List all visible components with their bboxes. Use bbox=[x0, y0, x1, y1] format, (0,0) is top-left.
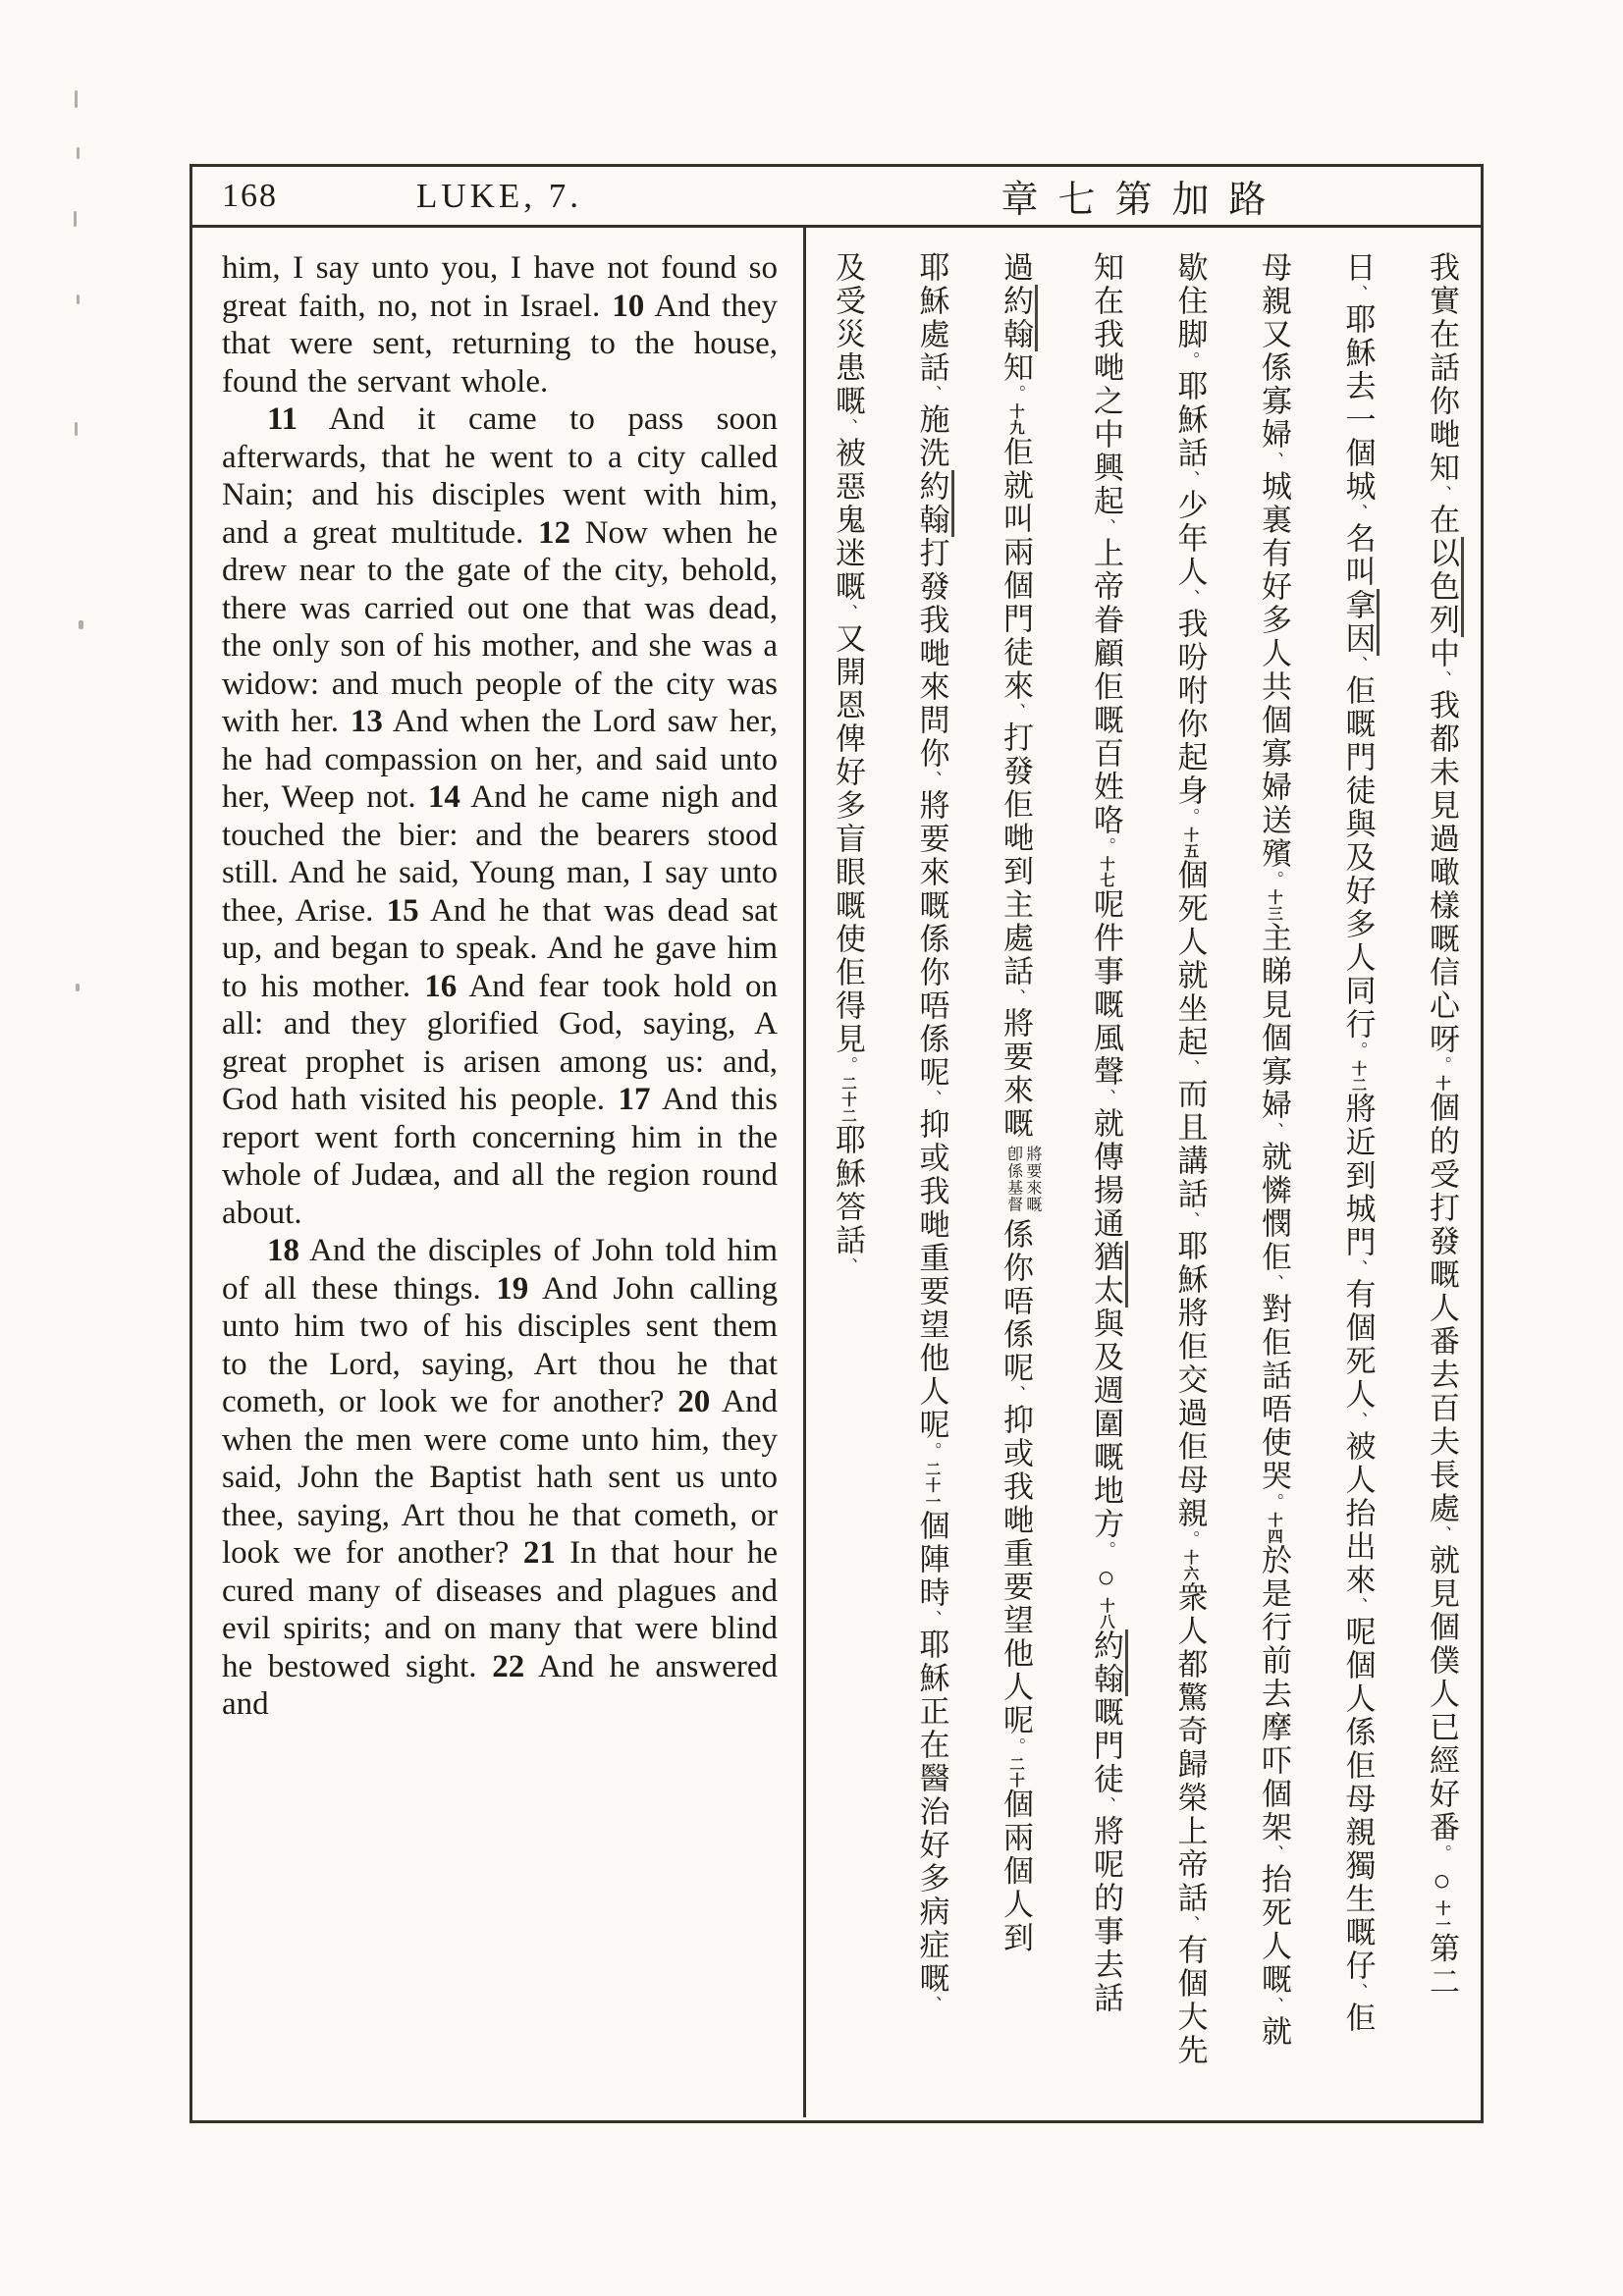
punctuation-mark: 、 bbox=[839, 418, 857, 438]
verse-number-marker: 十 bbox=[1433, 1075, 1450, 1092]
verse-number: 20 bbox=[677, 1384, 711, 1419]
scripture-text: 第二 bbox=[1424, 1932, 1459, 2000]
verse-number-marker: 十五 bbox=[1181, 827, 1199, 860]
proper-noun: 以色列 bbox=[1425, 537, 1464, 637]
scripture-text: 佢就叫兩個門徒來、打發佢哋到主處話、將要來嘅 bbox=[999, 436, 1033, 1142]
proper-noun: 約翰 bbox=[1089, 1629, 1128, 1696]
chinese-column bbox=[1337, 251, 1377, 2098]
punctuation-mark: 、 bbox=[922, 1609, 942, 1629]
punctuation-mark: 。 bbox=[1006, 385, 1025, 404]
punctuation-mark: 、 bbox=[1180, 589, 1200, 609]
punctuation-mark: 、 bbox=[839, 1256, 857, 1276]
page-header bbox=[192, 167, 1481, 228]
verse-number: 14 bbox=[427, 779, 460, 815]
chinese-column bbox=[1169, 251, 1209, 2098]
scan-speck bbox=[79, 620, 83, 629]
scan-speck bbox=[77, 147, 80, 159]
verse-number: 16 bbox=[424, 968, 458, 1004]
proper-noun: 約翰 bbox=[999, 285, 1038, 351]
english-paragraph: 11 And it came to pass soon afterwards, that he went to a city called Nain; and his disciples went with him, and a great multitude. 12 Now when he drew near to the gate of the city, behold, there was carried out one that was dead, the only son of his mother, and she was a widow: and much people of the city was with her. 13 And when the Lord saw her, he had compassion on her, and said unto her, Weep not. 14 And he came nigh and touched the bier: and the bearers stood still. And he said, Young man, I say unto thee, Arise. 15 And he that was dead sat up, and began to speak. And he gave him to his mother. 16 And fear took hold on all: and they glorified God, saying, A great prophet is arisen among us: and, God hath visited his people. 17 And this report went forth concerning him in the whole of Judæa, and all the region round about. bbox=[222, 401, 779, 1231]
punctuation-mark: 、 bbox=[922, 385, 942, 404]
punctuation-mark: 。 bbox=[1096, 1541, 1115, 1561]
scripture-text: 個兩個人到 bbox=[999, 1788, 1033, 1955]
scripture-text: 於是行前去摩吓個架、抬死人嘅、就 bbox=[1256, 1544, 1291, 2050]
punctuation-mark: 、 bbox=[1348, 504, 1368, 523]
punctuation-mark: 。 bbox=[1432, 1056, 1451, 1076]
punctuation-mark: 、 bbox=[1264, 452, 1283, 471]
scripture-text: 日、耶穌去一個城、名叫 bbox=[1340, 251, 1376, 590]
punctuation-mark: 、 bbox=[1180, 1059, 1200, 1079]
verse-number-marker: 十三 bbox=[1265, 889, 1282, 923]
verse-number: 21 bbox=[522, 1535, 556, 1571]
scan-speck bbox=[74, 211, 77, 227]
header-english-section bbox=[192, 167, 806, 225]
verse-number: 17 bbox=[618, 1082, 651, 1117]
scan-speck bbox=[76, 984, 80, 991]
punctuation-mark: 、 bbox=[1180, 470, 1200, 490]
scripture-text: 衆人都驚奇歸榮上帝話、有個大先 bbox=[1172, 1581, 1208, 2068]
verse-number: 18 bbox=[267, 1233, 299, 1268]
verse-number: 15 bbox=[386, 892, 419, 929]
punctuation-mark: 。 bbox=[1180, 808, 1200, 828]
punctuation-mark: 、 bbox=[1264, 1122, 1283, 1142]
scripture-text: 打發我哋來問你、將要來嘅係你唔係呢、抑或我哋重要望他人呢。 bbox=[914, 537, 949, 1462]
punctuation-mark: 。 bbox=[1432, 1843, 1451, 1863]
verse-number: 12 bbox=[537, 514, 570, 551]
punctuation-mark: 、 bbox=[1180, 1211, 1200, 1231]
scripture-text: 過 bbox=[999, 251, 1033, 285]
punctuation-mark: 、 bbox=[1348, 1412, 1368, 1431]
page-title-chinese: 章七第加路 bbox=[1001, 180, 1286, 221]
scan-speck bbox=[77, 294, 80, 304]
punctuation-mark: 、 bbox=[1348, 1259, 1368, 1279]
english-text-column bbox=[192, 228, 806, 2117]
punctuation-mark: 、 bbox=[1006, 703, 1025, 722]
proper-noun: 猶太 bbox=[1089, 1241, 1128, 1308]
scripture-text: 、佢嘅門徒與及好多人同行。 bbox=[1340, 656, 1376, 1061]
scripture-text: 主睇見個寡婦、就憐憫佢、對佢話唔使哭。 bbox=[1256, 922, 1291, 1513]
punctuation-mark: 。 bbox=[1348, 1041, 1368, 1061]
punctuation-mark: 。 bbox=[839, 1056, 857, 1076]
verse-number-marker: 十七 bbox=[1097, 856, 1114, 889]
scripture-text: 中、我都未見過噉樣嘅信心呀。 bbox=[1424, 637, 1459, 1076]
punctuation-mark: 。 bbox=[1096, 837, 1115, 857]
punctuation-mark: 、 bbox=[1180, 1915, 1200, 1935]
chinese-text-columns bbox=[806, 228, 1481, 2117]
punctuation-mark: 、 bbox=[922, 1995, 942, 2014]
verse-number-marker: 十四 bbox=[1265, 1512, 1282, 1545]
punctuation-mark: 。 bbox=[1180, 351, 1200, 371]
verse-number-marker: 十九 bbox=[1007, 403, 1024, 437]
header-chinese-section bbox=[806, 169, 1481, 223]
scripture-text: 母親又係寡婦、城裏有好多人共個寡婦送殯。 bbox=[1256, 251, 1291, 890]
punctuation-mark: 、 bbox=[1006, 988, 1025, 1008]
scripture-text: 個的受打發嘅人番去百夫長處、就見個僕人已經好番。○ bbox=[1424, 1091, 1459, 1900]
english-paragraph: 18 And the disciples of John told him of all these things. 19 And John calling unto him two of his disciples sent them to the Lord, saying, Art thou he that cometh, or look we for another? 20 And when the men were come unto him, they said, John the Baptist hath sent us unto thee, saying, Art thou he that cometh, or look we for another? 21 In that hour he cured many of diseases and plagues and evil spirits; and on many that were blind he bestowed sight. 22 And he answered and bbox=[222, 1233, 779, 1722]
punctuation-mark: 、 bbox=[1348, 656, 1368, 675]
scan-speck bbox=[75, 422, 78, 436]
verse-number: 19 bbox=[496, 1270, 529, 1307]
verse-number-marker: 十二 bbox=[1349, 1060, 1367, 1094]
chinese-column bbox=[912, 251, 951, 2098]
scripture-text: 呢件事嘅風聲、就傳揚通 bbox=[1088, 888, 1123, 1242]
scripture-text: 我實在話你哋知、在 bbox=[1424, 251, 1459, 538]
scripture-text: 個死人就坐起、而且講話、耶穌將佢交過佢母親。 bbox=[1172, 859, 1208, 1550]
verse-number: 13 bbox=[350, 704, 383, 739]
verse-number: 22 bbox=[492, 1648, 525, 1684]
verse-number-marker: 十六 bbox=[1181, 1549, 1199, 1582]
verse-number-marker: 二十 bbox=[1007, 1755, 1024, 1789]
page-title-english: LUKE, 7. bbox=[415, 176, 583, 215]
chinese-column bbox=[996, 251, 1041, 2098]
punctuation-mark: 。 bbox=[1264, 871, 1283, 890]
punctuation-mark: 、 bbox=[1096, 518, 1115, 538]
punctuation-mark: 、 bbox=[922, 1090, 942, 1109]
chinese-column bbox=[828, 251, 867, 2098]
scripture-text: 個陣時、耶穌正在醫治好多病症嘅、 bbox=[914, 1509, 949, 2014]
scripture-text: 知。 bbox=[999, 351, 1033, 404]
verse-number: 11 bbox=[267, 401, 298, 437]
page-body bbox=[192, 228, 1481, 2117]
scan-speck bbox=[75, 90, 78, 108]
punctuation-mark: 。 bbox=[922, 1442, 942, 1462]
punctuation-mark: 、 bbox=[839, 604, 857, 623]
gloss-note-line: 將要來嘅 bbox=[1023, 1146, 1041, 1213]
page-frame bbox=[189, 164, 1484, 2123]
chinese-column bbox=[1254, 251, 1293, 2098]
chinese-column bbox=[1086, 251, 1125, 2098]
punctuation-mark: 、 bbox=[1264, 1844, 1283, 1864]
proper-noun: 約翰 bbox=[915, 470, 954, 537]
verse-number-marker: 二十一 bbox=[923, 1461, 941, 1510]
punctuation-mark: 、 bbox=[1264, 1997, 1283, 2016]
gloss-note-line: 卽係基督 bbox=[1004, 1146, 1022, 1213]
punctuation-mark: 、 bbox=[1432, 485, 1451, 505]
scripture-text: 知在我哋之中興起、上帝眷顧佢嘅百姓咯。 bbox=[1088, 251, 1123, 857]
punctuation-mark: 。 bbox=[1264, 1493, 1283, 1513]
proper-noun: 拿因 bbox=[1340, 589, 1380, 656]
verse-number-marker: 二十二 bbox=[839, 1075, 856, 1124]
chinese-column bbox=[1422, 251, 1461, 2098]
scripture-text: 歇住脚。耶穌話、少年人、我吩咐你起身。 bbox=[1172, 251, 1208, 828]
verse-number-marker: 十一 bbox=[1433, 1899, 1450, 1933]
scripture-text: 耶穌答話、 bbox=[831, 1123, 865, 1276]
verse-number: 10 bbox=[612, 288, 645, 324]
punctuation-mark: 、 bbox=[1264, 1274, 1283, 1294]
page-number: 168 bbox=[222, 177, 278, 214]
punctuation-mark: 、 bbox=[1096, 1089, 1115, 1108]
punctuation-mark: 、 bbox=[922, 771, 942, 790]
scripture-text: 及受災患嘅、被惡鬼迷嘅、又開恩俾好多盲眼嘅使佢得見。 bbox=[831, 251, 865, 1076]
punctuation-mark: 、 bbox=[1348, 285, 1368, 304]
punctuation-mark: 、 bbox=[1432, 1524, 1451, 1544]
punctuation-mark: 、 bbox=[1348, 1983, 1368, 2002]
scripture-text: 與及週圍嘅地方。○ bbox=[1088, 1308, 1123, 1598]
scripture-text: 嘅門徒、將呢的事去話 bbox=[1088, 1696, 1123, 2016]
punctuation-mark: 。 bbox=[1006, 1736, 1025, 1756]
punctuation-mark: 、 bbox=[1096, 1796, 1115, 1816]
verse-number-marker: 十八 bbox=[1097, 1597, 1114, 1630]
scripture-text: 將近到城門、有個死人、被人抬出來、呢個人係佢母親獨生嘅仔、佢 bbox=[1340, 1093, 1376, 2036]
punctuation-mark: 、 bbox=[1348, 1597, 1368, 1617]
punctuation-mark: 。 bbox=[1180, 1530, 1200, 1550]
punctuation-mark: 、 bbox=[1006, 1384, 1025, 1404]
scripture-text: 係你唔係呢、抑或我哋重要望他人呢。 bbox=[999, 1217, 1033, 1756]
inline-gloss-note bbox=[1003, 1146, 1042, 1212]
punctuation-mark: 、 bbox=[1432, 670, 1451, 690]
english-paragraph: him, I say unto you, I have not found so great faith, no, not in Israel. 10 And they that were sent, returning to the house, found the servant whole. bbox=[222, 250, 778, 400]
scripture-text: 耶穌處話、施洗 bbox=[914, 251, 949, 471]
